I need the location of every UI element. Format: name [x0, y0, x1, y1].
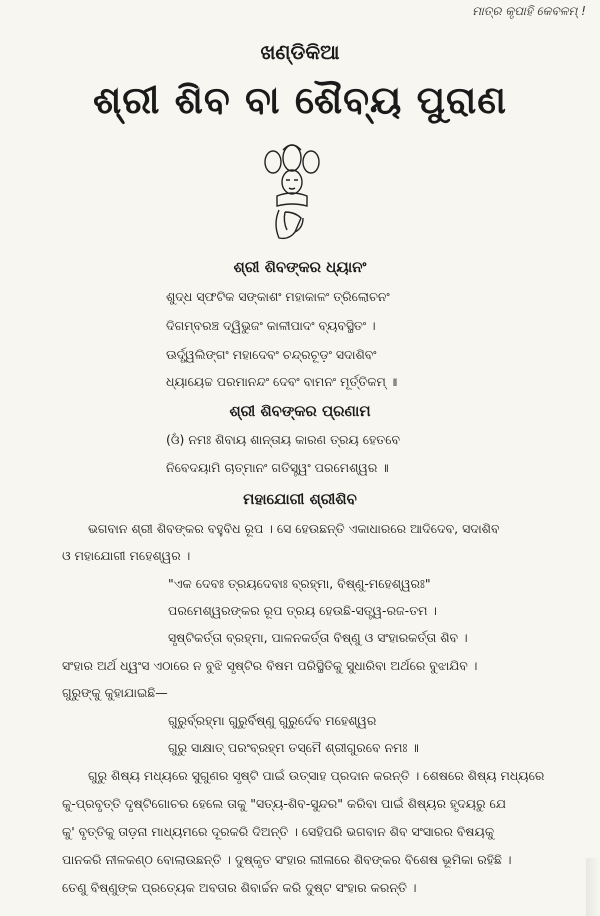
shiva-deity-illustration	[255, 140, 329, 242]
dhyanam-line: ଦିଗମ୍ବରଞ୍ଚ ଦ୍ୱିଭୁଜଂ କାଳୀପାଦଂ ବ୍ୟବସ୍ଥିତଂ ।	[166, 318, 376, 333]
quote-line: "ଏକ ଦେବଃ ତ୍ରୟଦେବାଃ ବ୍ରହ୍ମା, ବିଷ୍ଣୁ-ମହେଶ୍ୱରଃ"	[168, 576, 431, 591]
closing-line: କୁ' ବୃତ୍ତିକୁ ତାଡ଼ନା ମାଧ୍ୟମରେ ଦୂରକରି ଦିଅନ୍ତି । ସେହିପରି ଭଗବାନ ଶିବ ସଂସାରର ବିଷୟକୁ	[62, 824, 495, 839]
page-edge-shadow	[586, 858, 600, 916]
closing-line: କୁ-ପ୍ରବୃତ୍ତି ଦୃଷ୍ଟିଗୋଚର ହେଲେ ତାକୁ "ସତ୍ୟ-ଶିବ-ସୁନ୍ଦର" କରିବା ପାଇଁ ଶିଷ୍ୟର ହୃଦୟରୁ ଯେ	[62, 796, 506, 811]
samhara-line: ସଂହାର ଅର୍ଥ ଧ୍ୱଂସ ଏଠାରେ ନ ବୁଝି ସୃଷ୍ଟିର ବିଷମ ପରିସ୍ଥିତିକୁ ସୁଧାରିବା ଅର୍ଥରେ ବୁଝାଯିବ ।	[62, 658, 478, 673]
pranam-heading: ଶ୍ରୀ ଶିବଙ୍କର ପ୍ରଣାମ	[229, 402, 371, 420]
mahayogi-heading: ମହାଯୋଗୀ ଶ୍ରୀଶିବ	[243, 490, 357, 508]
dhyanam-line: ଧ୍ୟାୟେଚ୍ଚ ପରମାନନ୍ଦଂ ଦେବଂ ବାମନଂ ମୂର୍ତ୍ତିକମ୍ ॥	[166, 374, 398, 389]
pranam-line: ନିବେଦୟାମି ଚାତ୍ମାନଂ ଗତିସ୍ତ୍ୱଂ ପରମେଶ୍ୱର ॥	[166, 460, 389, 475]
dhyanam-heading: ଶ୍ରୀ ଶିବଙ୍କର ଧ୍ୟାନଂ	[233, 258, 367, 276]
intro-line: ଓ ମହାଯୋଗୀ ମହେଶ୍ୱର ।	[62, 548, 191, 563]
dhyanam-line: ଶୁଦ୍ଧ ସ୍ଫଟିକ ସଙ୍କାଶଂ ମହାକାଳଂ ତ୍ରିଲୋଚନଂ	[166, 289, 390, 304]
book-title: ଶ୍ରୀ ଶିବ ବା ଶୈବ୍ୟ ପୁରାଣ	[93, 78, 507, 122]
guru-mantra-line: ଗୁରୁ ସାକ୍ଷାତ୍ ପରଂବ୍ରହ୍ମ ତସ୍ମୈ ଶ୍ରୀଗୁରବେ ନମଃ ॥	[168, 740, 419, 755]
quote-line: ସୃଷ୍ଟିକର୍ତ୍ତା ବ୍ରହ୍ମା, ପାଳନକର୍ତ୍ତା ବିଷ୍ଣୁ ଓ ସଂହାରକର୍ତ୍ତା ଶିବ ।	[168, 630, 468, 645]
closing-line: ପାନକରି ନୀଳକଣ୍ଠ ବୋଲାଉଛନ୍ତି । ଦୁଷ୍କୃତ ସଂହାର ଲୀଳାରେ ଶିବଙ୍କର ବିଶେଷ ଭୂମିକା ରହିଛି ।	[62, 852, 512, 867]
intro-line: ଭଗବାନ ଶ୍ରୀ ଶିବଙ୍କର ବହୁବିଧ ରୂପ । ସେ ହେଉଛନ୍ତି ଏକାଧାରରେ ଆଦିଦେବ, ସଦାଶିବ	[88, 521, 500, 536]
guru-intro: ଗୁରୁଙ୍କୁ କୁହାଯାଇଛି—	[62, 685, 168, 700]
closing-line: ଗୁରୁ ଶିଷ୍ୟ ମଧ୍ୟରେ ସୁଗୁଣର ସୃଷ୍ଟି ପାଇଁ ଉତ୍ସାହ ପ୍ରଦାନ କରନ୍ତି । ଶେଷରେ ଶିଷ୍ୟ ମଧ୍ୟରେ	[88, 768, 545, 783]
book-subtitle: ଖଣ୍ଡିକିଆ	[260, 40, 340, 64]
quote-line: ପରମେଶ୍ୱରଙ୍କର ରୂପ ତ୍ରୟ ହେଉଛି-ସତ୍ତ୍ୱ-ରଜ-ତମ ।	[168, 603, 438, 618]
dhyanam-line: ଊର୍ଦ୍ଧ୍ୱଲିଙ୍ଗଂ ମହାଦେବଂ ଚନ୍ଦ୍ରଚୂଡ଼ଂ ସଦାଶିବଂ	[166, 347, 377, 362]
header-blessing-note: ମାତ୍ର କୃପାହି କେବଳମ୍ !	[472, 4, 586, 18]
pranam-line: (ଓଁ) ନମଃ ଶିବାୟ ଶାନ୍ତାୟ କାରଣ ତ୍ରୟ ହେତବେ	[166, 432, 400, 447]
guru-mantra-line: ଗୁରୁର୍ବ୍ରହ୍ମା ଗୁରୁର୍ବିଷ୍ଣୁ ଗୁରୁର୍ଦେବ ମହେଶ୍ୱର	[168, 713, 377, 728]
closing-line: ତେଣୁ ବିଷ୍ଣୁଙ୍କ ପ୍ରତ୍ୟେକ ଅବତାର ଶିବାର୍ଚ୍ଚନ କରି ଦୁଷ୍ଟ ସଂହାର କରନ୍ତି ।	[62, 880, 417, 895]
